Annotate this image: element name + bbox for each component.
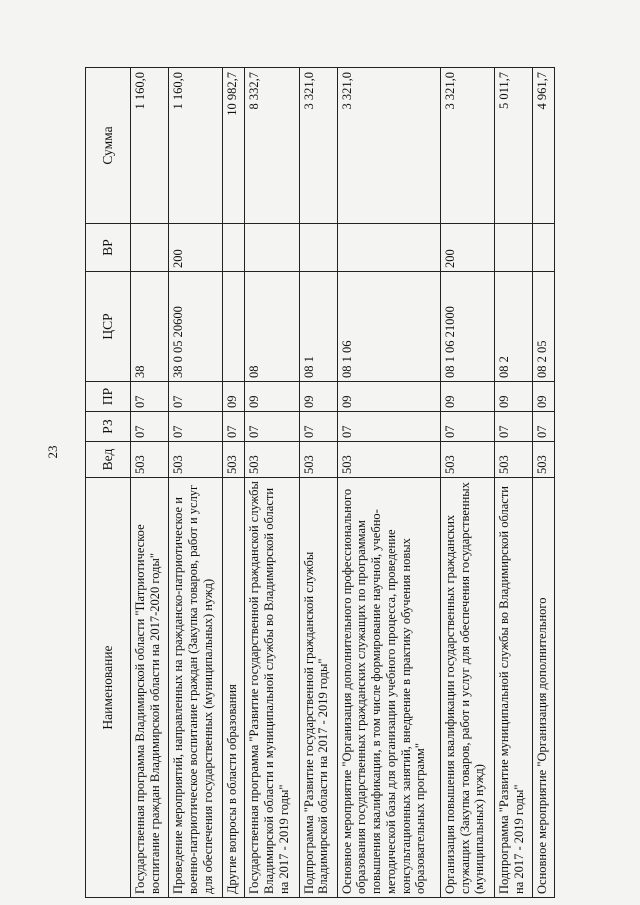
cell-name: Государственная программа "Развитие государственной гражданской службы Владимирской области и муниципальной службы во Владимирской области на 2017 - 2019 годы" bbox=[245, 478, 299, 898]
header-csr: ЦСР bbox=[86, 272, 131, 382]
cell-rz: 07 bbox=[245, 412, 299, 442]
cell-name: Организация повышения квалификации государственных гражданских служащих (Закупка товаров, работ и услуг для обеспечения государственных (муниципальных) нужд) bbox=[440, 478, 494, 898]
cell-vr bbox=[495, 224, 533, 272]
cell-sum: 1 160,0 bbox=[131, 68, 169, 224]
cell-csr: 08 2 bbox=[495, 272, 533, 382]
cell-ved: 503 bbox=[495, 442, 533, 478]
cell-ved: 503 bbox=[337, 442, 440, 478]
cell-vr: 200 bbox=[169, 224, 223, 272]
cell-sum: 3 321,0 bbox=[337, 68, 440, 224]
cell-ved: 503 bbox=[245, 442, 299, 478]
cell-sum: 5 011,7 bbox=[495, 68, 533, 224]
cell-name: Основное мероприятие "Организация дополнительного профессионального образования государственных гражданских служащих по программам повышения квалификации, в том числе формирование научной, учебно-методической базы для организации учебного процесса, проведение консультационных занятий, внедрение в практику обучения новых образовательных программ" bbox=[337, 478, 440, 898]
cell-name: Проведение мероприятий, направленных на гражданско-патриотическое и военно-патриотическое воспитание граждан (Закупка товаров, работ и услуг для обеспечения государственных (муниципальных) нужд) bbox=[169, 478, 223, 898]
cell-ved: 503 bbox=[169, 442, 223, 478]
cell-pr: 07 bbox=[131, 382, 169, 412]
cell-pr: 07 bbox=[169, 382, 223, 412]
cell-rz: 07 bbox=[440, 412, 494, 442]
cell-csr: 08 1 06 21000 bbox=[440, 272, 494, 382]
cell-pr: 09 bbox=[495, 382, 533, 412]
cell-rz: 07 bbox=[495, 412, 533, 442]
cell-pr: 09 bbox=[533, 382, 555, 412]
cell-pr: 09 bbox=[245, 382, 299, 412]
cell-csr: 38 0 05 20600 bbox=[169, 272, 223, 382]
cell-vr bbox=[337, 224, 440, 272]
cell-rz: 07 bbox=[299, 412, 337, 442]
table-row bbox=[299, 68, 337, 898]
cell-csr: 08 1 bbox=[299, 272, 337, 382]
cell-sum: 8 332,7 bbox=[245, 68, 299, 224]
cell-sum: 3 321,0 bbox=[440, 68, 494, 224]
header-vr: ВР bbox=[86, 224, 131, 272]
cell-rz: 07 bbox=[169, 412, 223, 442]
cell-sum: 1 160,0 bbox=[169, 68, 223, 224]
page-number: 23 bbox=[45, 445, 60, 459]
table-row bbox=[533, 68, 555, 898]
cell-pr: 09 bbox=[299, 382, 337, 412]
cell-name: Основное мероприятие "Организация дополнительного bbox=[533, 478, 555, 898]
header-name: Наименование bbox=[86, 478, 131, 898]
header-sum: Сумма bbox=[86, 68, 131, 224]
cell-sum: 3 321,0 bbox=[299, 68, 337, 224]
cell-sum: 4 961,7 bbox=[533, 68, 555, 224]
table-row bbox=[495, 68, 533, 898]
budget-table bbox=[85, 67, 555, 898]
header-ved: Вед bbox=[86, 442, 131, 478]
table-row bbox=[245, 68, 299, 898]
cell-pr: 09 bbox=[223, 382, 245, 412]
cell-name: Государственная программа Владимирской области "Патриотическое воспитание граждан Владимирской области на 2017-2020 годы" bbox=[131, 478, 169, 898]
cell-rz: 07 bbox=[533, 412, 555, 442]
cell-ved: 503 bbox=[533, 442, 555, 478]
cell-vr bbox=[223, 224, 245, 272]
cell-csr: 38 bbox=[131, 272, 169, 382]
cell-ved: 503 bbox=[299, 442, 337, 478]
table-row bbox=[223, 68, 245, 898]
cell-rz: 07 bbox=[337, 412, 440, 442]
cell-csr bbox=[223, 272, 245, 382]
budget-table-rotated bbox=[85, 68, 555, 898]
cell-sum: 10 982,7 bbox=[223, 68, 245, 224]
budget-table-container bbox=[85, 68, 555, 898]
cell-vr bbox=[131, 224, 169, 272]
cell-name: Подпрограмма "Развитие муниципальной службы во Владимирской области на 2017 - 2019 годы" bbox=[495, 478, 533, 898]
table-row bbox=[131, 68, 169, 898]
cell-name: Другие вопросы в области образования bbox=[223, 478, 245, 898]
cell-pr: 09 bbox=[440, 382, 494, 412]
cell-vr bbox=[299, 224, 337, 272]
cell-rz: 07 bbox=[223, 412, 245, 442]
cell-rz: 07 bbox=[131, 412, 169, 442]
cell-vr: 200 bbox=[440, 224, 494, 272]
table-row bbox=[337, 68, 440, 898]
table-row bbox=[440, 68, 494, 898]
table-header-row bbox=[86, 68, 131, 898]
cell-csr: 08 2 05 bbox=[533, 272, 555, 382]
cell-vr bbox=[533, 224, 555, 272]
header-rz: РЗ bbox=[86, 412, 131, 442]
table-row bbox=[169, 68, 223, 898]
cell-pr: 09 bbox=[337, 382, 440, 412]
cell-ved: 503 bbox=[440, 442, 494, 478]
cell-ved: 503 bbox=[131, 442, 169, 478]
cell-vr bbox=[245, 224, 299, 272]
header-pr: ПР bbox=[86, 382, 131, 412]
cell-csr: 08 bbox=[245, 272, 299, 382]
cell-name: Подпрограмма "Развитие государственной гражданской службы Владимирской области на 2017 - 2019 годы" bbox=[299, 478, 337, 898]
cell-csr: 08 1 06 bbox=[337, 272, 440, 382]
cell-ved: 503 bbox=[223, 442, 245, 478]
